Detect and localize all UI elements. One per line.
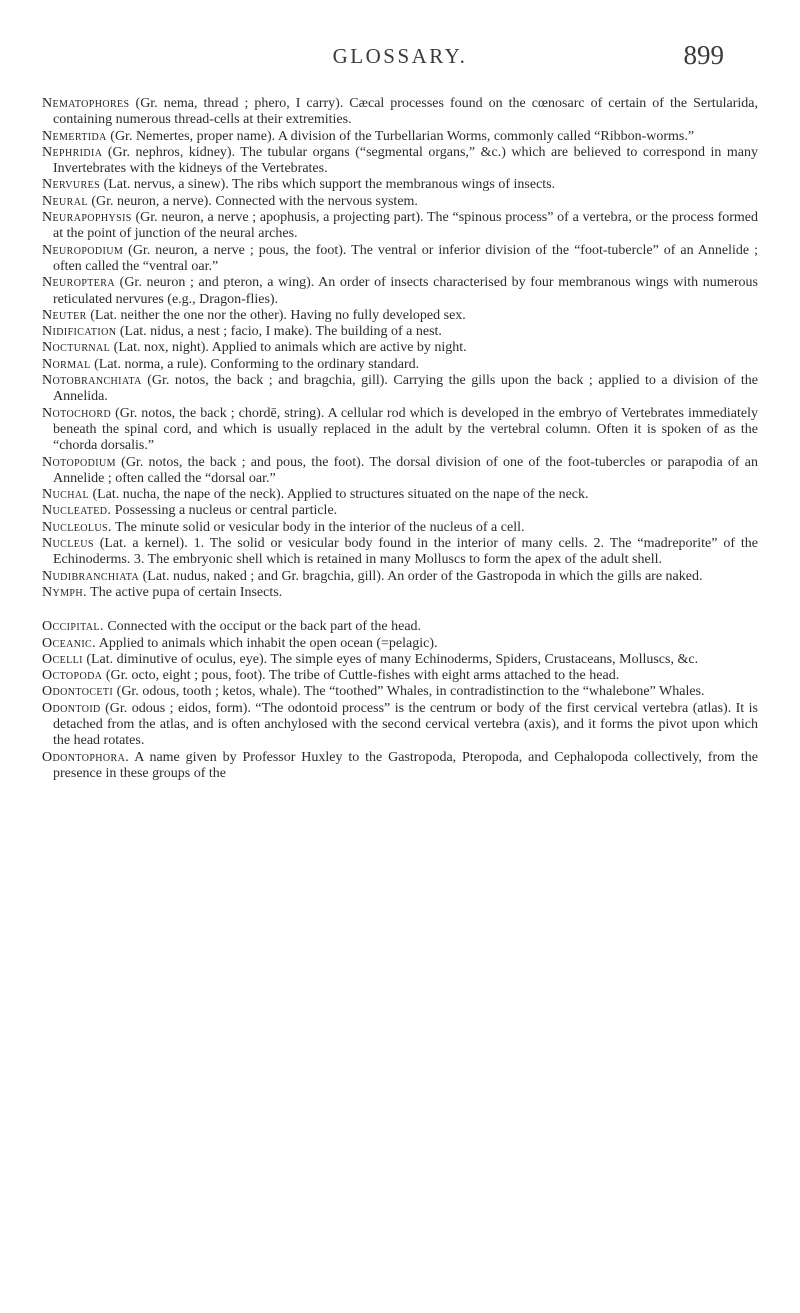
glossary-entry (42, 569, 758, 585)
glossary-entry (42, 636, 758, 652)
glossary-entry (42, 684, 758, 700)
entry-headword: Ocelli (42, 651, 83, 667)
entry-definition: (Gr. neuron, a nerve ; apophusis, a projecting part). The “spinous process” of a vertebra, or the process formed at the point of junction of the neural arches. (53, 210, 758, 242)
entry-headword: Nidification (42, 324, 117, 340)
entry-headword: Notochord (42, 405, 112, 421)
entry-definition: Applied to animals which inhabit the open ocean (=pelagic). (96, 635, 438, 651)
entry-definition: (Lat. norma, a rule). Conforming to the ordinary standard. (90, 356, 420, 372)
running-header (0, 38, 800, 78)
entry-definition: (Lat. nox, night). Applied to animals which are active by night. (110, 340, 467, 356)
entry-headword: Neural (42, 193, 88, 209)
entry-definition: (Gr. neuron, a nerve). Connected with the nervous system. (87, 193, 418, 209)
entry-definition: (Gr. neuron, a nerve ; pous, the foot). The ventral or inferior division of the “foot-tubercle” of an Annelide ; often called the “ventral oar.” (53, 242, 758, 274)
entry-headword: Nucleus (42, 536, 94, 552)
entry-headword: Neuroptera (42, 275, 116, 291)
glossary-entry (42, 373, 758, 406)
glossary-entry (42, 177, 758, 193)
entry-definition: A name given by Professor Huxley to the Gastropoda, Pteropoda, and Cephalopoda collectively, from the presence in these groups of the (53, 749, 758, 781)
glossary-entry (42, 243, 758, 276)
glossary-entry (42, 275, 758, 308)
glossary-letter-section (42, 619, 758, 782)
entry-headword: Nervures (42, 177, 101, 193)
entry-definition: (Lat. nucha, the nape of the neck). Applied to structures situated on the nape of the neck. (88, 487, 589, 503)
entry-headword: Neuter (42, 307, 87, 323)
glossary-entry (42, 357, 758, 373)
entry-definition: (Gr. neuron ; and pteron, a wing). An order of insects characterised by four membranous wings with numerous reticulated nervures (e.g., Dragon-flies). (53, 275, 758, 307)
glossary-entry (42, 455, 758, 488)
glossary-entry (42, 129, 758, 145)
entry-definition: (Lat. nervus, a sinew). The ribs which support the membranous wings of insects. (100, 177, 556, 193)
entry-definition: (Lat. nidus, a nest ; facio, I make). The building of a nest. (116, 324, 442, 340)
entry-headword: Normal (42, 356, 91, 372)
running-title: GLOSSARY. (332, 44, 468, 68)
entry-headword: Nucleated. (42, 503, 112, 519)
entry-headword: Neuropodium (42, 242, 124, 258)
glossary-entry (42, 652, 758, 668)
glossary-entry (42, 619, 758, 635)
entry-definition: (Gr. notos, the back ; and pous, the foot). The dorsal division of one of the foot-tubercles or parapodia of an Annelide ; often called the “dorsal oar.” (53, 454, 758, 486)
entry-definition: (Gr. odous ; eidos, form). “The odontoid process” is the centrum or body of the first cervical vertebra (atlas). It is detached from the atlas, and is often anchylosed with the second cervical vertebra (axis), and it forms the pivot upon which the head rotates. (53, 700, 758, 749)
glossary-entry (42, 340, 758, 356)
entry-definition: (Lat. nudus, naked ; and Gr. bragchia, gill). An order of the Gastropoda in which the gills are naked. (139, 568, 703, 584)
glossary-entry (42, 308, 758, 324)
entry-headword: Nucleolus. (42, 519, 112, 535)
entry-headword: Nematophores (42, 96, 130, 111)
entry-definition: (Gr. nephros, kidney). The tubular organs (“segmental organs,” &c.) which are believed to correspond in many Invertebrates with the kidneys of the Vertebrates. (53, 144, 758, 177)
glossary-entry (42, 324, 758, 340)
glossary-entry (42, 210, 758, 243)
entry-definition: (Gr. notos, the back ; chordē, string). A cellular rod which is developed in the embryo of Vertebrates immediately beneath the spinal cord, and which is usually replaced in the adult by the vertebral column. Often it is spoken of as the “chorda dorsalis.” (53, 405, 758, 454)
entry-definition: The active pupa of certain Insects. (86, 584, 283, 600)
entry-definition: (Gr. nema, thread ; phero, I carry). Cæcal processes found on the cœnosarc of certain of the Sertularida, containing numerous thread-cells at their extremities. (53, 96, 758, 128)
entry-definition: (Lat. neither the one nor the other). Having no fully developed sex. (86, 307, 466, 323)
entry-definition: (Gr. Nemertes, proper name). A division of the Turbellarian Worms, commonly called “Ribbon-worms.” (106, 128, 695, 144)
glossary-entry (42, 585, 758, 601)
glossary-letter-section (42, 96, 758, 601)
entry-headword: Odontoid (42, 700, 101, 716)
entry-headword: Nudibranchiata (42, 568, 140, 584)
entry-headword: Occipital. (42, 619, 104, 635)
entry-definition: (Gr. notos, the back ; and bragchia, gill). Carrying the gills upon the back ; applied to a division of the Annelida. (53, 373, 758, 405)
glossary-entry (42, 406, 758, 455)
entry-headword: Octopoda (42, 668, 103, 684)
entry-definition: (Lat. diminutive of oculus, eye). The simple eyes of many Echinoderms, Spiders, Crustaceans, Molluscs, &c. (82, 651, 699, 667)
entry-definition: (Lat. a kernel). 1. The solid or vesicular body found in the interior of many cells. 2. The “madreporite” of the Echinoderms. 3. The embryonic shell which is retained in many Molluscs to form the apex of the adult shell. (53, 536, 758, 568)
entry-headword: Oceanic. (42, 635, 97, 651)
entry-headword: Nymph. (42, 584, 87, 600)
glossary-entries (42, 96, 758, 782)
entry-definition: The minute solid or vesicular body in the interior of the nucleus of a cell. (111, 519, 525, 535)
glossary-entry (42, 145, 758, 178)
entry-headword: Notobranchiata (42, 373, 142, 389)
glossary-entry (42, 487, 758, 503)
glossary-entry (42, 701, 758, 750)
glossary-entry (42, 668, 758, 684)
entry-headword: Neurapophysis (42, 210, 132, 226)
entry-headword: Nuchal (42, 487, 89, 503)
entry-headword: Notopodium (42, 454, 116, 470)
entry-definition: Possessing a nucleus or central particle. (111, 503, 338, 519)
entry-headword: Nocturnal (42, 340, 111, 356)
entry-definition: (Gr. octo, eight ; pous, foot). The tribe of Cuttle-fishes with eight arms attached to the head. (102, 668, 620, 684)
glossary-entry (42, 750, 758, 783)
glossary-entry (42, 520, 758, 536)
entry-definition: (Gr. odous, tooth ; ketos, whale). The “toothed” Whales, in contradistinction to the “whalebone” Whales. (113, 684, 705, 700)
entry-headword: Nemertida (42, 128, 107, 144)
entry-definition: Connected with the occiput or the back part of the head. (103, 619, 422, 635)
entry-headword: Odontoceti (42, 684, 114, 700)
entry-headword: Nephridia (42, 144, 103, 160)
entry-headword: Odontophora. (42, 749, 130, 765)
glossary-entry (42, 536, 758, 569)
page-number: 899 (683, 40, 724, 70)
glossary-entry (42, 194, 758, 210)
glossary-entry (42, 503, 758, 519)
glossary-entry (42, 96, 758, 129)
